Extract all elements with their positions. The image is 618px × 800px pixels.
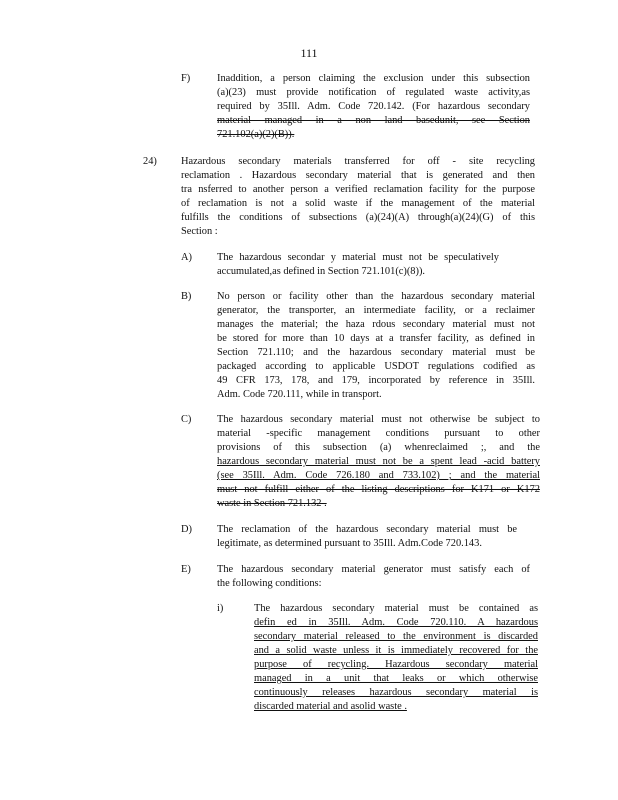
label-c: C) xyxy=(181,414,192,425)
text-line: No person or facility other than the hazardous secondary material xyxy=(217,291,535,302)
deleted-text-line: must not fulfill either of the listing descriptions for K171 or K172 xyxy=(217,484,540,495)
inserted-text-line: (see 35Ill. Adm. Code 726.180 and 733.102) ; and the material xyxy=(217,470,540,481)
text-line: 49 CFR 173, 178, and 179, incorporated by reference in 35Ill. xyxy=(217,375,535,386)
text-line: fulfills the conditions of subsections (a)(24)(A) through(a)(24)(G) of this xyxy=(181,212,535,223)
paragraph-e-i-text xyxy=(254,602,538,714)
text-line: The reclamation of the hazardous secondary material must be xyxy=(217,524,517,535)
text-line: manages the material; the haza rdous secondary material must not xyxy=(217,319,535,330)
text-line: tra nsferred to another person a verified reclamation facility for the purpose xyxy=(181,184,535,195)
paragraph-f-text xyxy=(217,72,530,142)
text-line: reclamation . Hazardous secondary material that is generated and then xyxy=(181,170,535,181)
paragraph-b-text xyxy=(217,290,535,402)
text-line: Section 721.110; and the hazardous secondary material must be xyxy=(217,347,535,358)
deleted-text-line: material managed in a non land basedunit, see Section xyxy=(217,115,530,126)
text-line: be stored for more than 10 days at a transfer facility, as defined in xyxy=(217,333,535,344)
inserted-text-line: purpose of recycling. Hazardous secondary material xyxy=(254,659,538,670)
label-a: A) xyxy=(181,252,192,263)
text-line: The hazardous secondar y material must not be speculatively xyxy=(217,252,499,263)
paragraph-c-text xyxy=(217,413,540,511)
text-line: (a)(23) must provide notification of regulated waste activity,as xyxy=(217,87,530,98)
inserted-text-line: continuously releases hazardous secondary material is xyxy=(254,687,538,698)
label-b: B) xyxy=(181,291,192,302)
text-line: generator, the transporter, an intermediate facility, or a reclaimer xyxy=(217,305,535,316)
inserted-text-line: managed in a unit that leaks or which otherwise xyxy=(254,673,538,684)
deleted-text-line: waste in Section 721.132 . xyxy=(217,498,327,509)
text-line: Adm. Code 720.111, while in transport. xyxy=(217,389,382,400)
text-line: required by 35Ill. Adm. Code 720.142. (For hazardous secondary xyxy=(217,101,530,112)
paragraph-d-text xyxy=(217,523,517,551)
text-line: of reclamation is not a solid waste if the management of the material xyxy=(181,198,535,209)
text-line: The hazardous secondary material must be contained as xyxy=(254,603,538,614)
inserted-text-line: and a solid waste unless it is immediately recovered for the xyxy=(254,645,538,656)
text-line: Hazardous secondary materials transferred for off - site recycling xyxy=(181,156,535,167)
text-line: The hazardous secondary material generator must satisfy each of xyxy=(217,564,530,575)
inserted-text-line: discarded material and asolid waste . xyxy=(254,701,407,712)
text-line: Inaddition, a person claiming the exclusion under this subsection xyxy=(217,73,530,84)
label-d: D) xyxy=(181,524,192,535)
paragraph-a-text xyxy=(217,251,499,279)
text-line: The hazardous secondary material must not otherwise be subject to xyxy=(217,414,540,425)
label-24: 24) xyxy=(143,156,157,167)
text-line: legitimate, as determined pursuant to 35Ill. Adm.Code 720.143. xyxy=(217,538,482,549)
inserted-text-line: secondary material released to the environment is discarded xyxy=(254,631,538,642)
inserted-text-line: defin ed in 35Ill. Adm. Code 720.110. A hazardous xyxy=(254,617,538,628)
deleted-text-line: 721.102(a)(2)(B)). xyxy=(217,129,295,140)
text-line: accumulated,as defined in Section 721.101(c)(8)). xyxy=(217,266,426,277)
text-line: provisions of this subsection (a) whenreclaimed ;, and the xyxy=(217,442,540,453)
label-f: F) xyxy=(181,73,191,84)
label-e: E) xyxy=(181,564,191,575)
text-line: Section : xyxy=(181,226,218,237)
label-i: i) xyxy=(217,603,224,614)
paragraph-e-text xyxy=(217,563,530,591)
inserted-text-line: hazardous secondary material must not be a spent lead -acid battery xyxy=(217,456,540,467)
paragraph-24-text xyxy=(181,155,535,239)
text-line: packaged according to applicable USDOT regulations codified as xyxy=(217,361,535,372)
page-number: 111 xyxy=(300,46,318,60)
text-line: material -specific management conditions pursuant to other xyxy=(217,428,540,439)
text-line: the following conditions: xyxy=(217,578,322,589)
